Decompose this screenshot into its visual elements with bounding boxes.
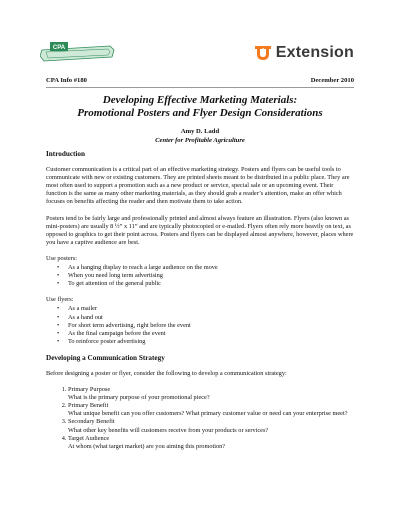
strategy-list bbox=[46, 386, 354, 451]
title-line-1: Developing Effective Marketing Materials: bbox=[102, 94, 298, 106]
list-item: • To get attention of the general public bbox=[68, 280, 354, 288]
info-number: CPA Info #180 bbox=[46, 77, 87, 84]
document-body bbox=[46, 150, 354, 451]
title-line-2: Promotional Posters and Flyer Design Considerations bbox=[77, 107, 323, 119]
list-item: • As the final campaign before the event bbox=[68, 330, 354, 338]
author-name: Amy D. Ladd bbox=[180, 128, 220, 135]
extension-logo-text: Extension bbox=[275, 44, 354, 61]
posters-list bbox=[46, 264, 354, 288]
intro-heading: Introduction bbox=[46, 150, 86, 158]
document-title bbox=[0, 94, 400, 120]
author-block bbox=[0, 128, 400, 145]
intro-paragraph-2: Posters tend to be fairly large and professionally printed and almost always feature an illustration. Flyers (also known as mini-posters) are usually 8 ½” x 11” and are typically photocopied or e-mailed. Flyers often rely more heavily on text, as opposed to graphics to get their point across. Posters and flyers can be displayed almost anywhere, however, places where you have a captive audience are best. bbox=[46, 214, 354, 246]
strategy-item-title: Target Audience bbox=[68, 434, 110, 442]
strategy-item-text: What other key benefits will customers receive from your products or services? bbox=[68, 426, 269, 434]
header-divider bbox=[46, 87, 354, 88]
strategy-item-text: What unique benefit can you offer customers? What primary customer value or need can your enterprise meet? bbox=[68, 410, 348, 418]
cpa-logo-text: CPA bbox=[52, 45, 66, 51]
list-item: • For short term advertising, right before the event bbox=[68, 322, 354, 330]
list-item: • As a hand out bbox=[68, 314, 354, 322]
ut-icon bbox=[254, 44, 272, 62]
strategy-item-text: At whom (what target market) are you aiming this promotion? bbox=[68, 442, 226, 450]
list-item: • As a mailer bbox=[68, 305, 354, 313]
strategy-item-title: Primary Benefit bbox=[68, 402, 109, 410]
ut-extension-logo bbox=[254, 44, 354, 62]
flyers-list bbox=[46, 305, 354, 345]
cpa-logo bbox=[40, 40, 115, 66]
strategy-item-title: Secondary Benefit bbox=[68, 418, 115, 426]
list-item bbox=[68, 386, 354, 402]
strategy-item-text: What is the primary purpose of your promotional piece? bbox=[68, 394, 210, 402]
list-item: • To reinforce poster advertising bbox=[68, 338, 354, 346]
flyers-label: Use flyers: bbox=[46, 296, 74, 304]
document-meta bbox=[46, 77, 354, 84]
list-item bbox=[68, 402, 354, 418]
list-item: • As a hanging display to reach a large audience on the move bbox=[68, 264, 354, 272]
posters-label: Use posters: bbox=[46, 254, 77, 262]
publication-date: December 2010 bbox=[310, 77, 354, 84]
list-item: • When you need long term advertising bbox=[68, 272, 354, 280]
strategy-intro: Before designing a poster or flyer, consider the following to develop a communication strategy: bbox=[46, 369, 287, 377]
strategy-item-title: Primary Purpose bbox=[68, 386, 111, 394]
strategy-heading: Developing a Communication Strategy bbox=[46, 353, 165, 362]
author-organization: Center for Profitable Agriculture bbox=[155, 136, 245, 144]
list-item bbox=[68, 435, 354, 451]
intro-paragraph-1: Customer communication is a critical part of an effective marketing strategy. Posters and flyers can be useful tools to communicate with new or existing customers. They are printed sheets meant to be distributed in a public place. They are most often used to support a promotion such as a new product or service, special sale or an upcoming event. Their function is the same as many other marketing materials, as they should grab a reader’s attention, make an offer which focuses on benefits affecting the reader and then motivate them to take action. bbox=[46, 166, 350, 206]
list-item bbox=[68, 418, 354, 434]
